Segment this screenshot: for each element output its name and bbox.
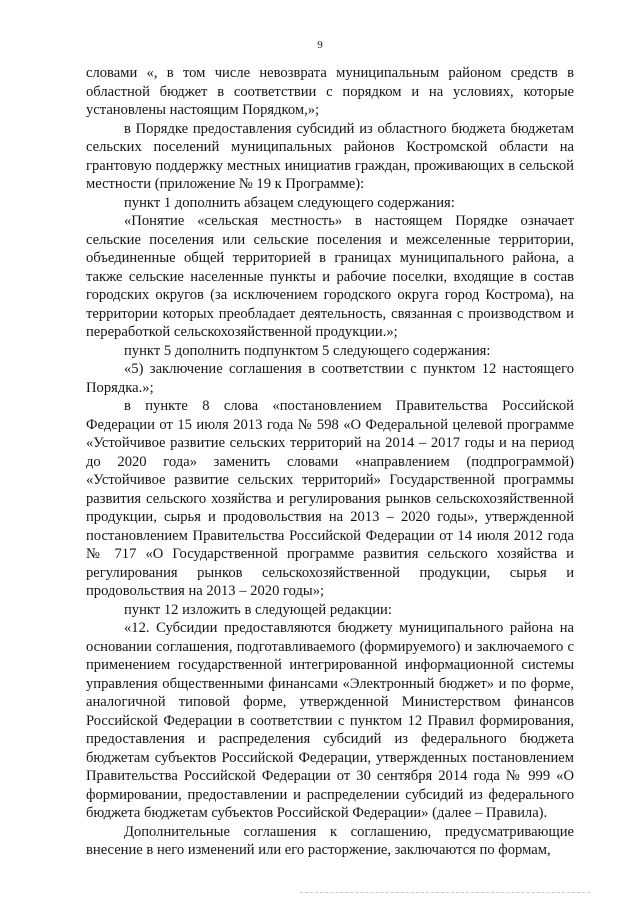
paragraph: «12. Субсидии предоставляются бюджету муниципального района на основании соглашения, подготавливаемого (формируемого) и заключаемого с применением государственной интегрированной информационной системы управления общественными финансами «Электронный бюджет» и по форме, аналогичной типовой форме, утвержденной Министерством финансов Российской Федерации в соответствии с пунктом 12 Правил формирования, предоставления и распределения субсидий из федерального бюджета бюджетам субъектов Российской Федерации, утвержденных постановлением Правительства Российской Федерации от 30 сентября 2014 года № 999 «О формировании, предоставлении и распределении субсидий из федерального бюджета бюджетам субъектов Российской Федерации» (далее – Правила). [86, 620, 574, 821]
paragraph: словами «, в том числе невозврата муниципальным районом средств в областной бюджет в соответствии с порядком и на условиях, которые установлены настоящим Порядком,»; [86, 65, 574, 118]
paragraph: в пункте 8 слова «постановлением Правительства Российской Федерации от 15 июля 2013 года № 598 «О Федеральной целевой программе «Устойчивое развитие сельских территорий на 2014 – 2017 годы и на период до 2020 года» заменить словами «направлением (подпрограммой) «Устойчивое развитие сельских территорий» Государственной программы развития сельского хозяйства и регулирования рынков сельскохозяйственной продукции, сырья и продовольствия на 2013 – 2020 годы», утвержденной постановлением Правительства Российской Федерации от 14 июля 2012 года № 717 «О Государственной программе развития сельского хозяйства и регулирования рынков сельскохозяйственной продукции, сырья и продовольствия на 2013 – 2020 годы»; [86, 398, 574, 599]
paragraph: «Понятие «сельская местность» в настоящем Порядке означает сельские поселения или сельские поселения и межселенные территории, объединенные общей территорией в границах муниципального района, а также сельские населенные пункты и рабочие поселки, входящие в состав городских округов (за исключением городского округа город Кострома), на территории которых преобладает деятельность, связанная с производством и переработкой сельскохозяйственной продукции.»; [86, 213, 574, 340]
paragraph: в Порядке предоставления субсидий из областного бюджета бюджетам сельских поселений муниципальных районов Костромской области на грантовую поддержку местных инициатив граждан, проживающих в сельской местности (приложение № 19 к Программе): [86, 120, 574, 192]
paragraph: пункт 1 дополнить абзацем следующего содержания: [124, 194, 455, 211]
paragraph: «5) заключение соглашения в соответствии с пунктом 12 настоящего Порядка.»; [86, 361, 574, 396]
paragraph: пункт 12 изложить в следующей редакции: [124, 601, 392, 618]
paragraph: пункт 5 дополнить подпунктом 5 следующего содержания: [124, 342, 491, 359]
page-number: 9 [317, 39, 323, 51]
document-body [86, 64, 574, 860]
paragraph: Дополнительные соглашения к соглашению, предусматривающие внесение в него изменений или его расторжение, заключаются по формам, [86, 823, 574, 858]
scan-edge-line [300, 892, 590, 893]
